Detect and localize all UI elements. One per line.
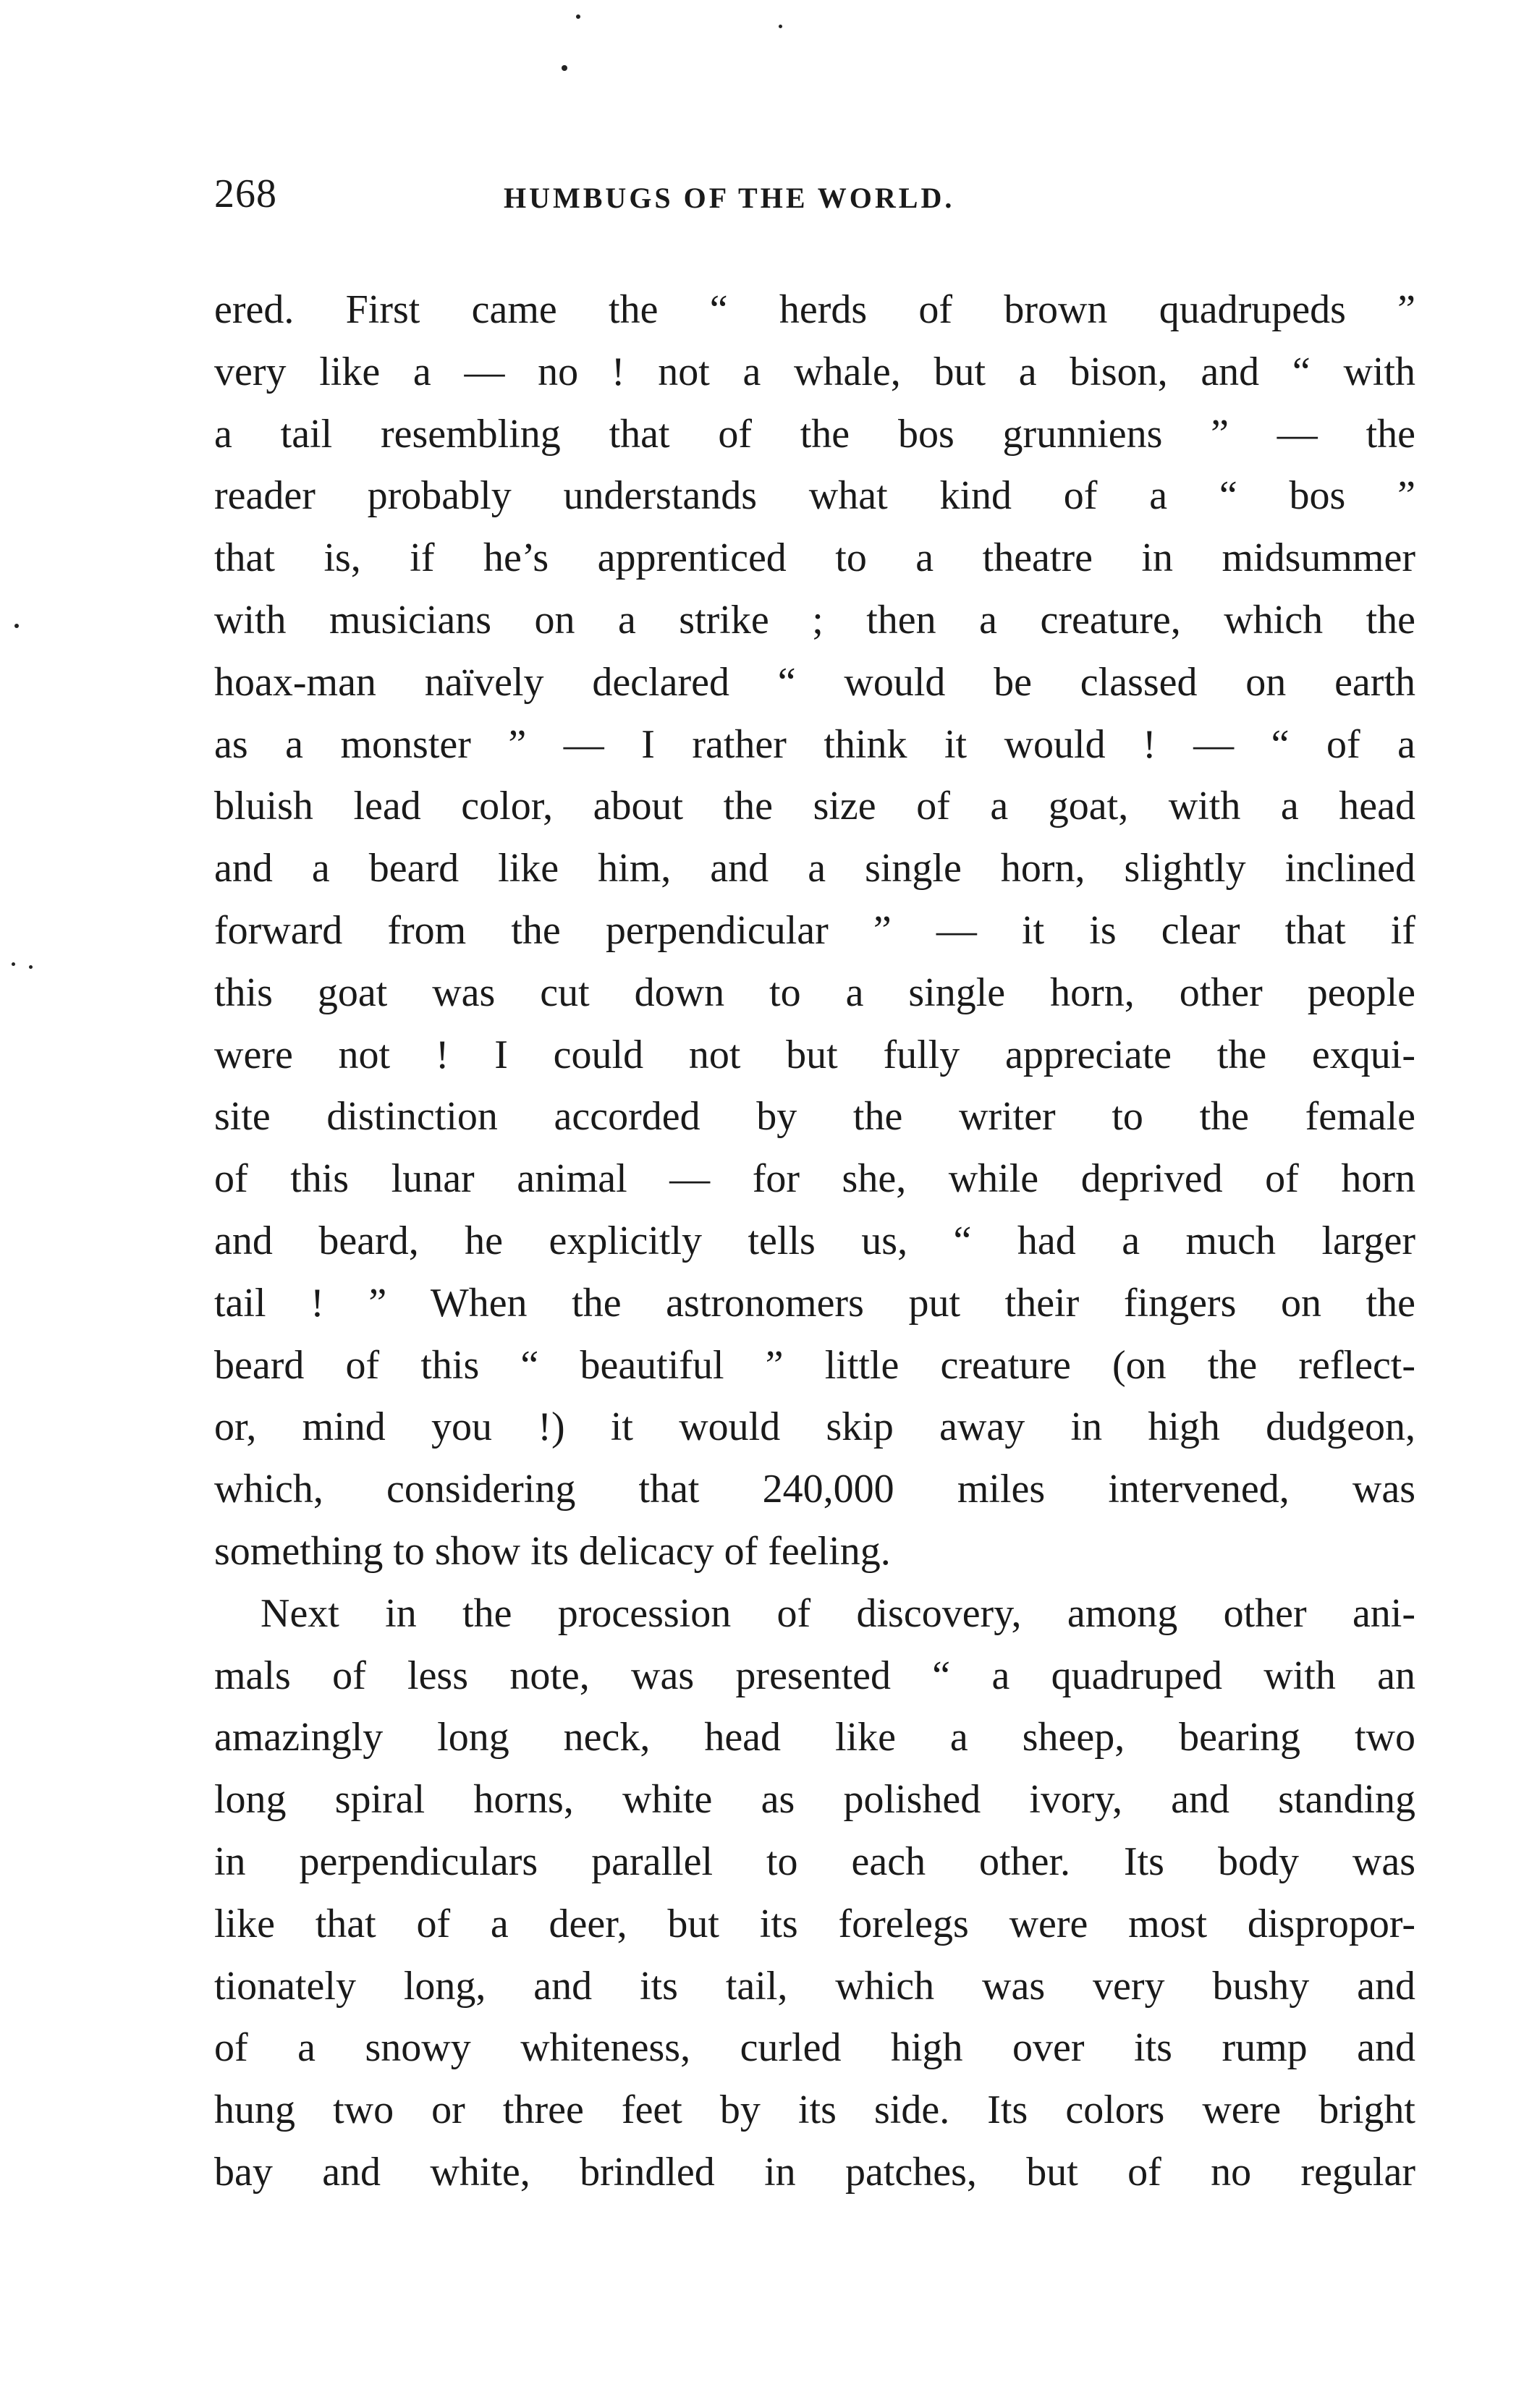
text-line: of a snowy whiteness, curled high over its rump and bbox=[214, 2025, 1415, 2071]
text-line: ered. First came the “ herds of brown quadrupeds ” bbox=[214, 287, 1415, 332]
text-line: a tail resembling that of the bos grunniens ” — the bbox=[214, 411, 1415, 457]
text-line: that is, if he’s apprenticed to a theatre in midsummer bbox=[214, 535, 1415, 581]
running-head: HUMBUGS OF THE WORLD. bbox=[504, 182, 955, 214]
body-text bbox=[214, 279, 1415, 2204]
text-line: tail ! ” When the astronomers put their fingers on the bbox=[214, 1280, 1415, 1326]
text-line: were not ! I could not but fully appreciate the exqui- bbox=[214, 1032, 1415, 1077]
ink-speck bbox=[779, 25, 782, 28]
text-line: tionately long, and its tail, which was very bushy and bbox=[214, 1963, 1415, 2009]
page-number: 268 bbox=[214, 171, 277, 216]
ink-speck bbox=[14, 624, 19, 628]
ink-speck bbox=[562, 65, 567, 71]
ink-speck bbox=[576, 14, 580, 19]
text-line: like that of a deer, but its forelegs were most dispropor- bbox=[214, 1901, 1415, 1946]
text-line: bay and white, brindled in patches, but of no regular bbox=[214, 2149, 1415, 2195]
text-line: something to show its delicacy of feeling. bbox=[214, 1528, 891, 1574]
text-line: reader probably understands what kind of a “ bos ” bbox=[214, 473, 1415, 519]
text-line: as a monster ” — I rather think it would ! — “ of a bbox=[214, 721, 1415, 767]
text-line: site distinction accorded by the writer to the female bbox=[214, 1094, 1415, 1140]
text-line: forward from the perpendicular ” — it is clear that if bbox=[214, 907, 1415, 953]
ink-speck bbox=[29, 965, 33, 969]
text-line: long spiral horns, white as polished ivory, and standing bbox=[214, 1777, 1415, 1823]
ink-speck bbox=[12, 962, 15, 966]
paragraph bbox=[214, 279, 1415, 1583]
text-line: hung two or three feet by its side. Its colors were bright bbox=[214, 2087, 1415, 2133]
text-line: Next in the procession of discovery, among other ani- bbox=[261, 1590, 1415, 1636]
text-line: bluish lead color, about the size of a goat, with a head bbox=[214, 784, 1415, 829]
paragraph bbox=[214, 1583, 1415, 2204]
text-line: beard of this “ beautiful ” little creature (on the reflect- bbox=[214, 1342, 1415, 1388]
text-line: and beard, he explicitly tells us, “ had a much larger bbox=[214, 1218, 1415, 1263]
text-line: in perpendiculars parallel to each other. Its body was bbox=[214, 1839, 1415, 1884]
text-line: this goat was cut down to a single horn, other people bbox=[214, 970, 1415, 1015]
text-line: of this lunar animal — for she, while deprived of horn bbox=[214, 1156, 1415, 1202]
text-line: which, considering that 240,000 miles intervened, was bbox=[214, 1467, 1415, 1512]
text-line: very like a — no ! not a whale, but a bison, and “ with bbox=[214, 349, 1415, 394]
text-line: or, mind you !) it would skip away in high dudgeon, bbox=[214, 1404, 1415, 1450]
text-line: and a beard like him, and a single horn, slightly inclined bbox=[214, 846, 1415, 891]
text-line: hoax-man naïvely declared “ would be classed on earth bbox=[214, 659, 1415, 705]
page-header bbox=[214, 165, 1430, 223]
text-line: mals of less note, was presented “ a quadruped with an bbox=[214, 1653, 1415, 1698]
text-line: with musicians on a strike ; then a creature, which the bbox=[214, 597, 1415, 643]
text-line: amazingly long neck, head like a sheep, bearing two bbox=[214, 1715, 1415, 1760]
